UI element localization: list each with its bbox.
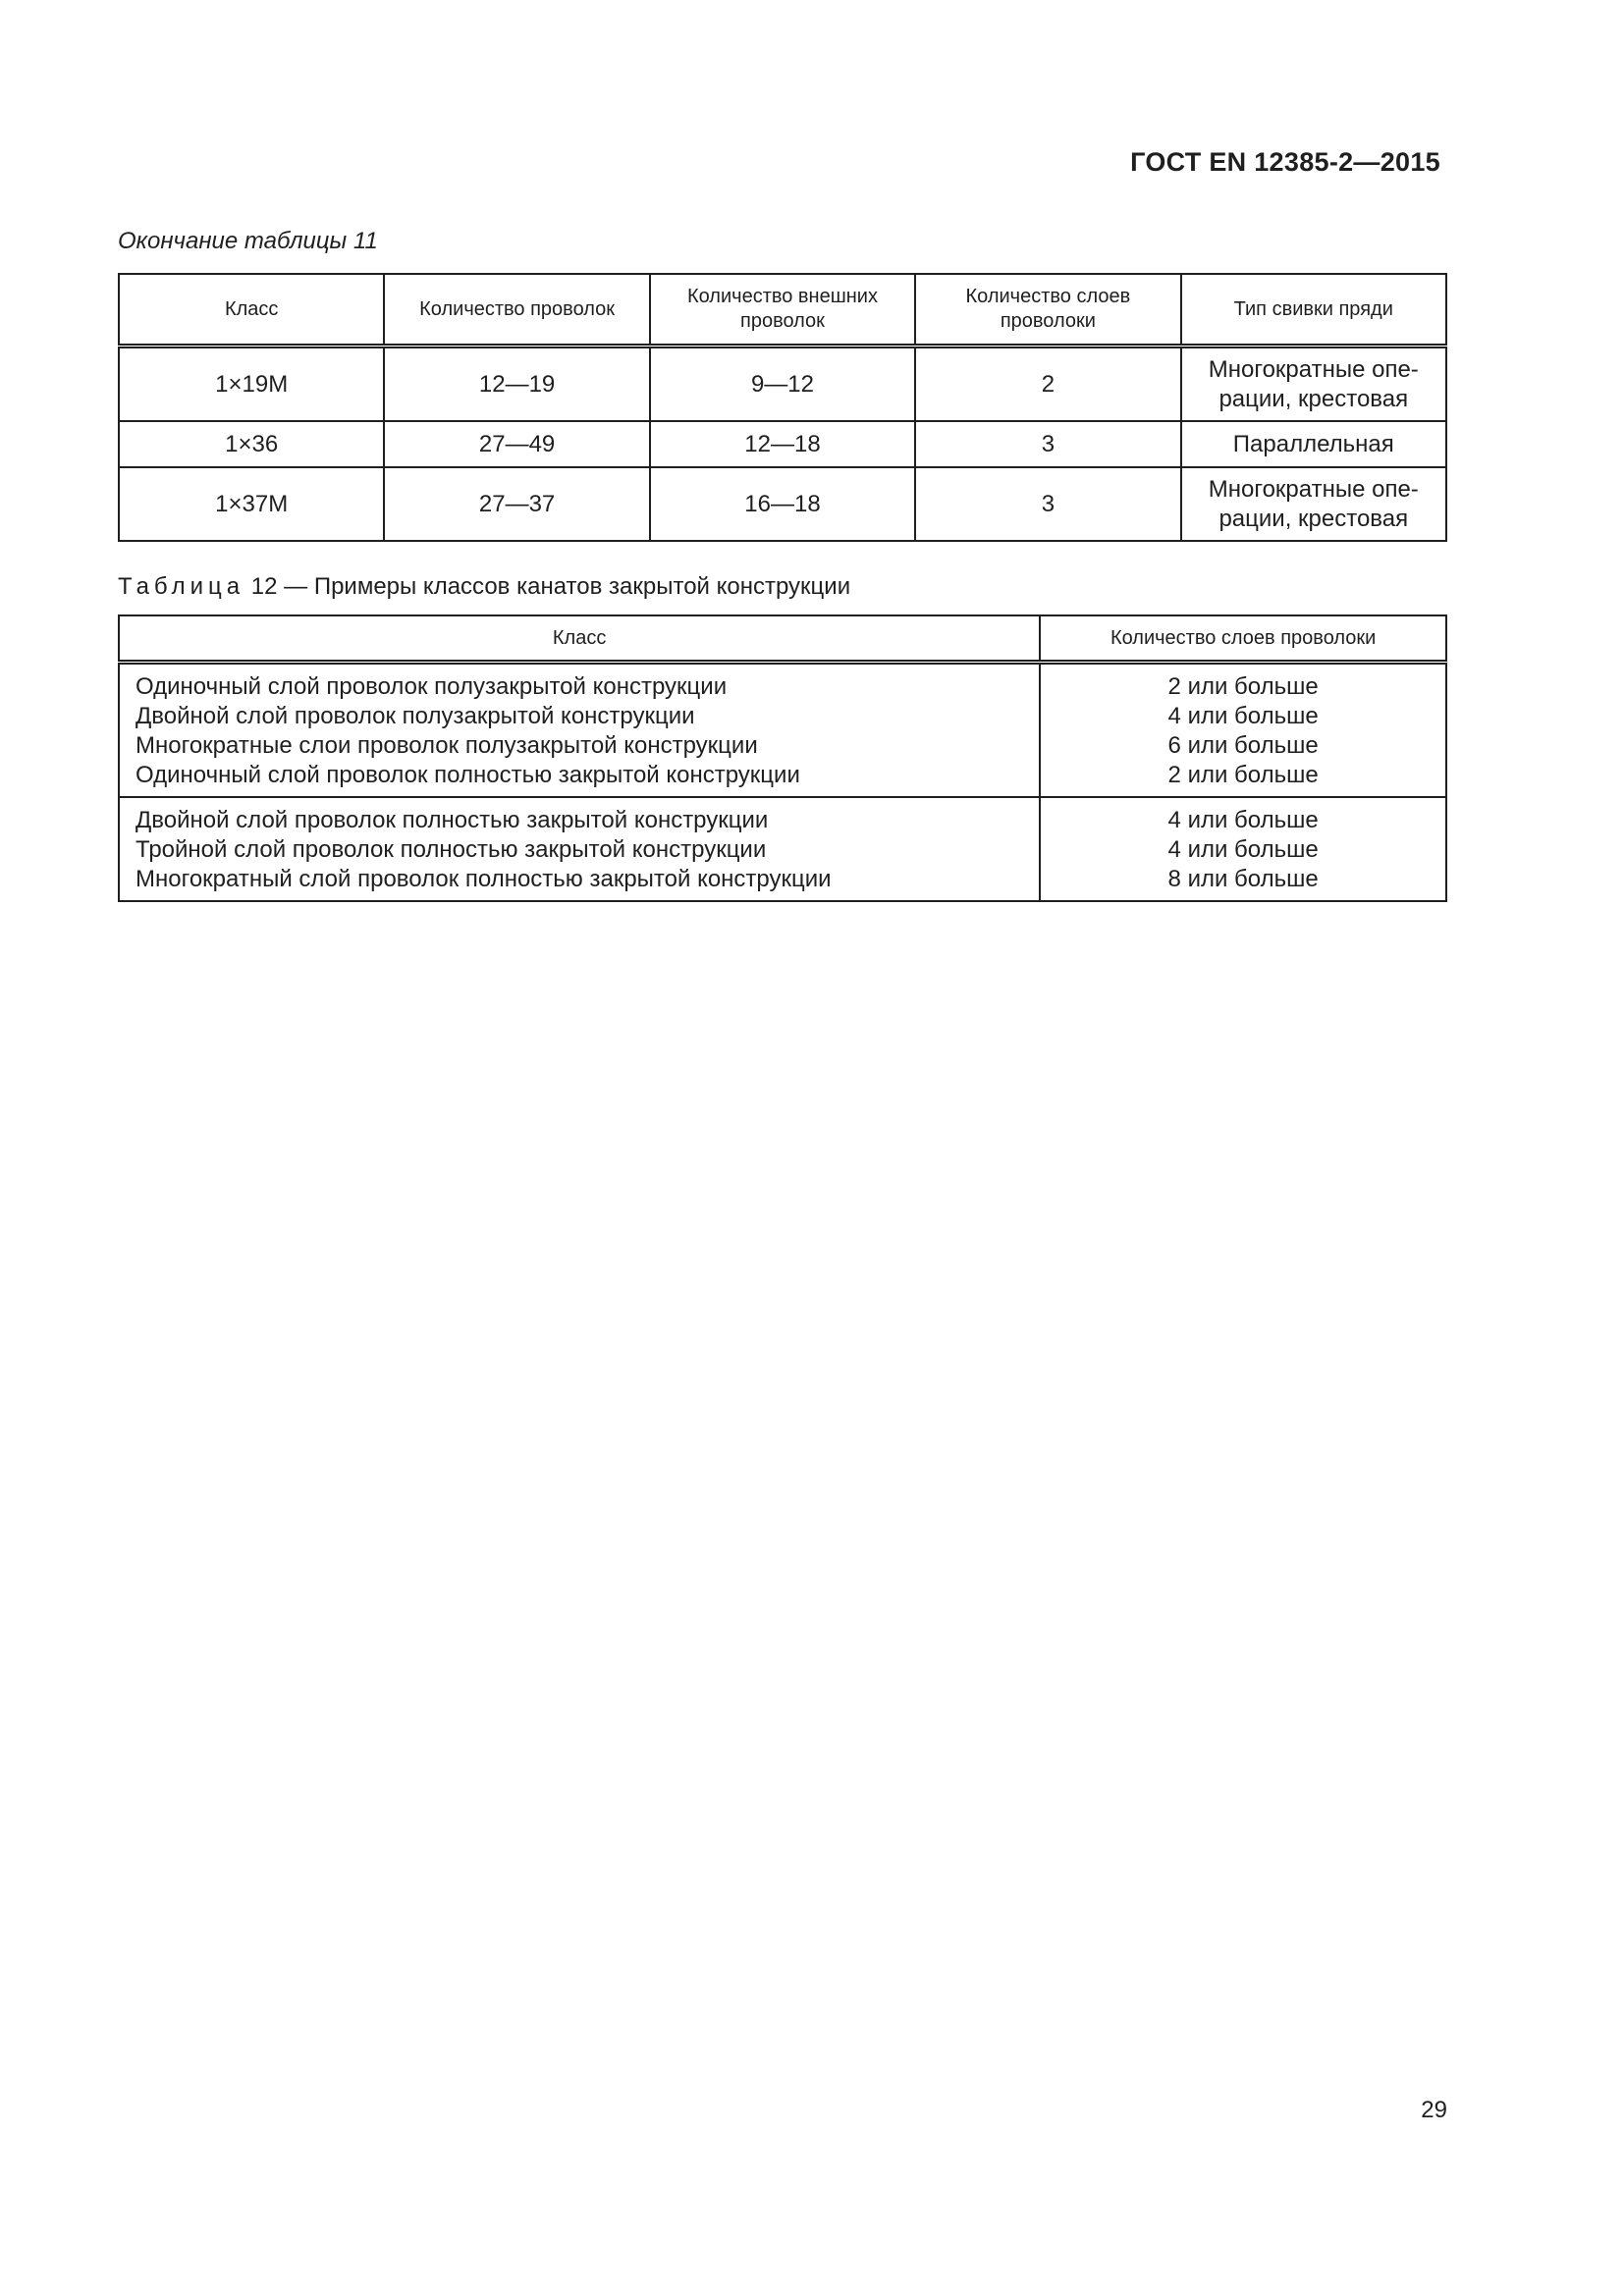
cell-outer-wires: 16—18: [650, 467, 915, 541]
cell-class-group: [119, 797, 1040, 901]
cell-lay-type-line: рации, крестовая: [1218, 385, 1409, 412]
cell-wires: 12—19: [384, 347, 649, 422]
cell-class-group: [119, 663, 1040, 798]
class-line: Многократные слои проволок полузакрытой конструкции: [135, 732, 758, 759]
layers-line: 2 или больше: [1167, 762, 1319, 788]
table-row: [119, 421, 1446, 467]
layers-line: 8 или больше: [1167, 866, 1319, 892]
class-line: Одиночный слой проволок полностью закрытой конструкции: [135, 762, 800, 788]
column-header-layers: Количество слоев проволоки: [915, 274, 1180, 347]
class-line: Одиночный слой проволок полузакрытой конструкции: [135, 673, 728, 700]
cell-class: 1×36: [119, 421, 384, 467]
table12-caption-prefix: Таблица: [118, 573, 245, 600]
cell-lay-type-line: Параллельная: [1232, 430, 1394, 457]
cell-wires: 27—49: [384, 421, 649, 467]
document-code: ГОСТ EN 12385-2—2015: [1130, 147, 1440, 177]
table-row: [119, 663, 1446, 798]
cell-layers-group: [1040, 797, 1446, 901]
cell-lay-type: [1181, 467, 1446, 541]
layers-line: 4 или больше: [1167, 807, 1319, 833]
cell-lay-type: [1181, 421, 1446, 467]
column-header-class: Класс: [119, 615, 1040, 663]
table-header-row: [119, 615, 1446, 663]
column-header-layers: Количество слоев проволоки: [1040, 615, 1446, 663]
column-header-class: Класс: [119, 274, 384, 347]
table12-caption-text: 12 — Примеры классов канатов закрытой конструкции: [250, 573, 851, 600]
column-header-outer-wires: Количество внешних проволок: [650, 274, 915, 347]
table-row: [119, 467, 1446, 541]
column-header-wires: Количество проволок: [384, 274, 649, 347]
cell-class: 1×19M: [119, 347, 384, 422]
class-line: Тройной слой проволок полностью закрытой конструкции: [135, 836, 767, 863]
cell-layers: 2: [915, 347, 1180, 422]
cell-lay-type-line: Многократные опе-: [1208, 355, 1419, 383]
cell-lay-type: [1181, 347, 1446, 422]
cell-wires: 27—37: [384, 467, 649, 541]
class-line: Двойной слой проволок полностью закрытой конструкции: [135, 807, 769, 833]
cell-lay-type-line: рации, крестовая: [1218, 505, 1409, 532]
class-line: Многократный слой проволок полностью закрытой конструкции: [135, 866, 832, 892]
table-11: [118, 273, 1447, 542]
cell-class: 1×37M: [119, 467, 384, 541]
page-number: 29: [1421, 2097, 1447, 2123]
layers-line: 4 или больше: [1167, 836, 1319, 863]
cell-layers-group: [1040, 663, 1446, 798]
class-line: Двойной слой проволок полузакрытой конструкции: [135, 703, 695, 729]
table-12: [118, 614, 1447, 902]
layers-line: 4 или больше: [1167, 703, 1319, 729]
cell-outer-wires: 12—18: [650, 421, 915, 467]
table12-caption: [118, 573, 850, 601]
table-row: [119, 347, 1446, 422]
column-header-lay-type: Тип свивки пряди: [1181, 274, 1446, 347]
cell-layers: 3: [915, 467, 1180, 541]
cell-lay-type-line: Многократные опе-: [1208, 475, 1419, 503]
cell-outer-wires: 9—12: [650, 347, 915, 422]
layers-line: 2 или больше: [1167, 673, 1319, 700]
layers-line: 6 или больше: [1167, 732, 1319, 759]
cell-layers: 3: [915, 421, 1180, 467]
table-row: [119, 797, 1446, 901]
table11-continuation-label: Окончание таблицы 11: [118, 228, 378, 254]
table-header-row: [119, 274, 1446, 347]
